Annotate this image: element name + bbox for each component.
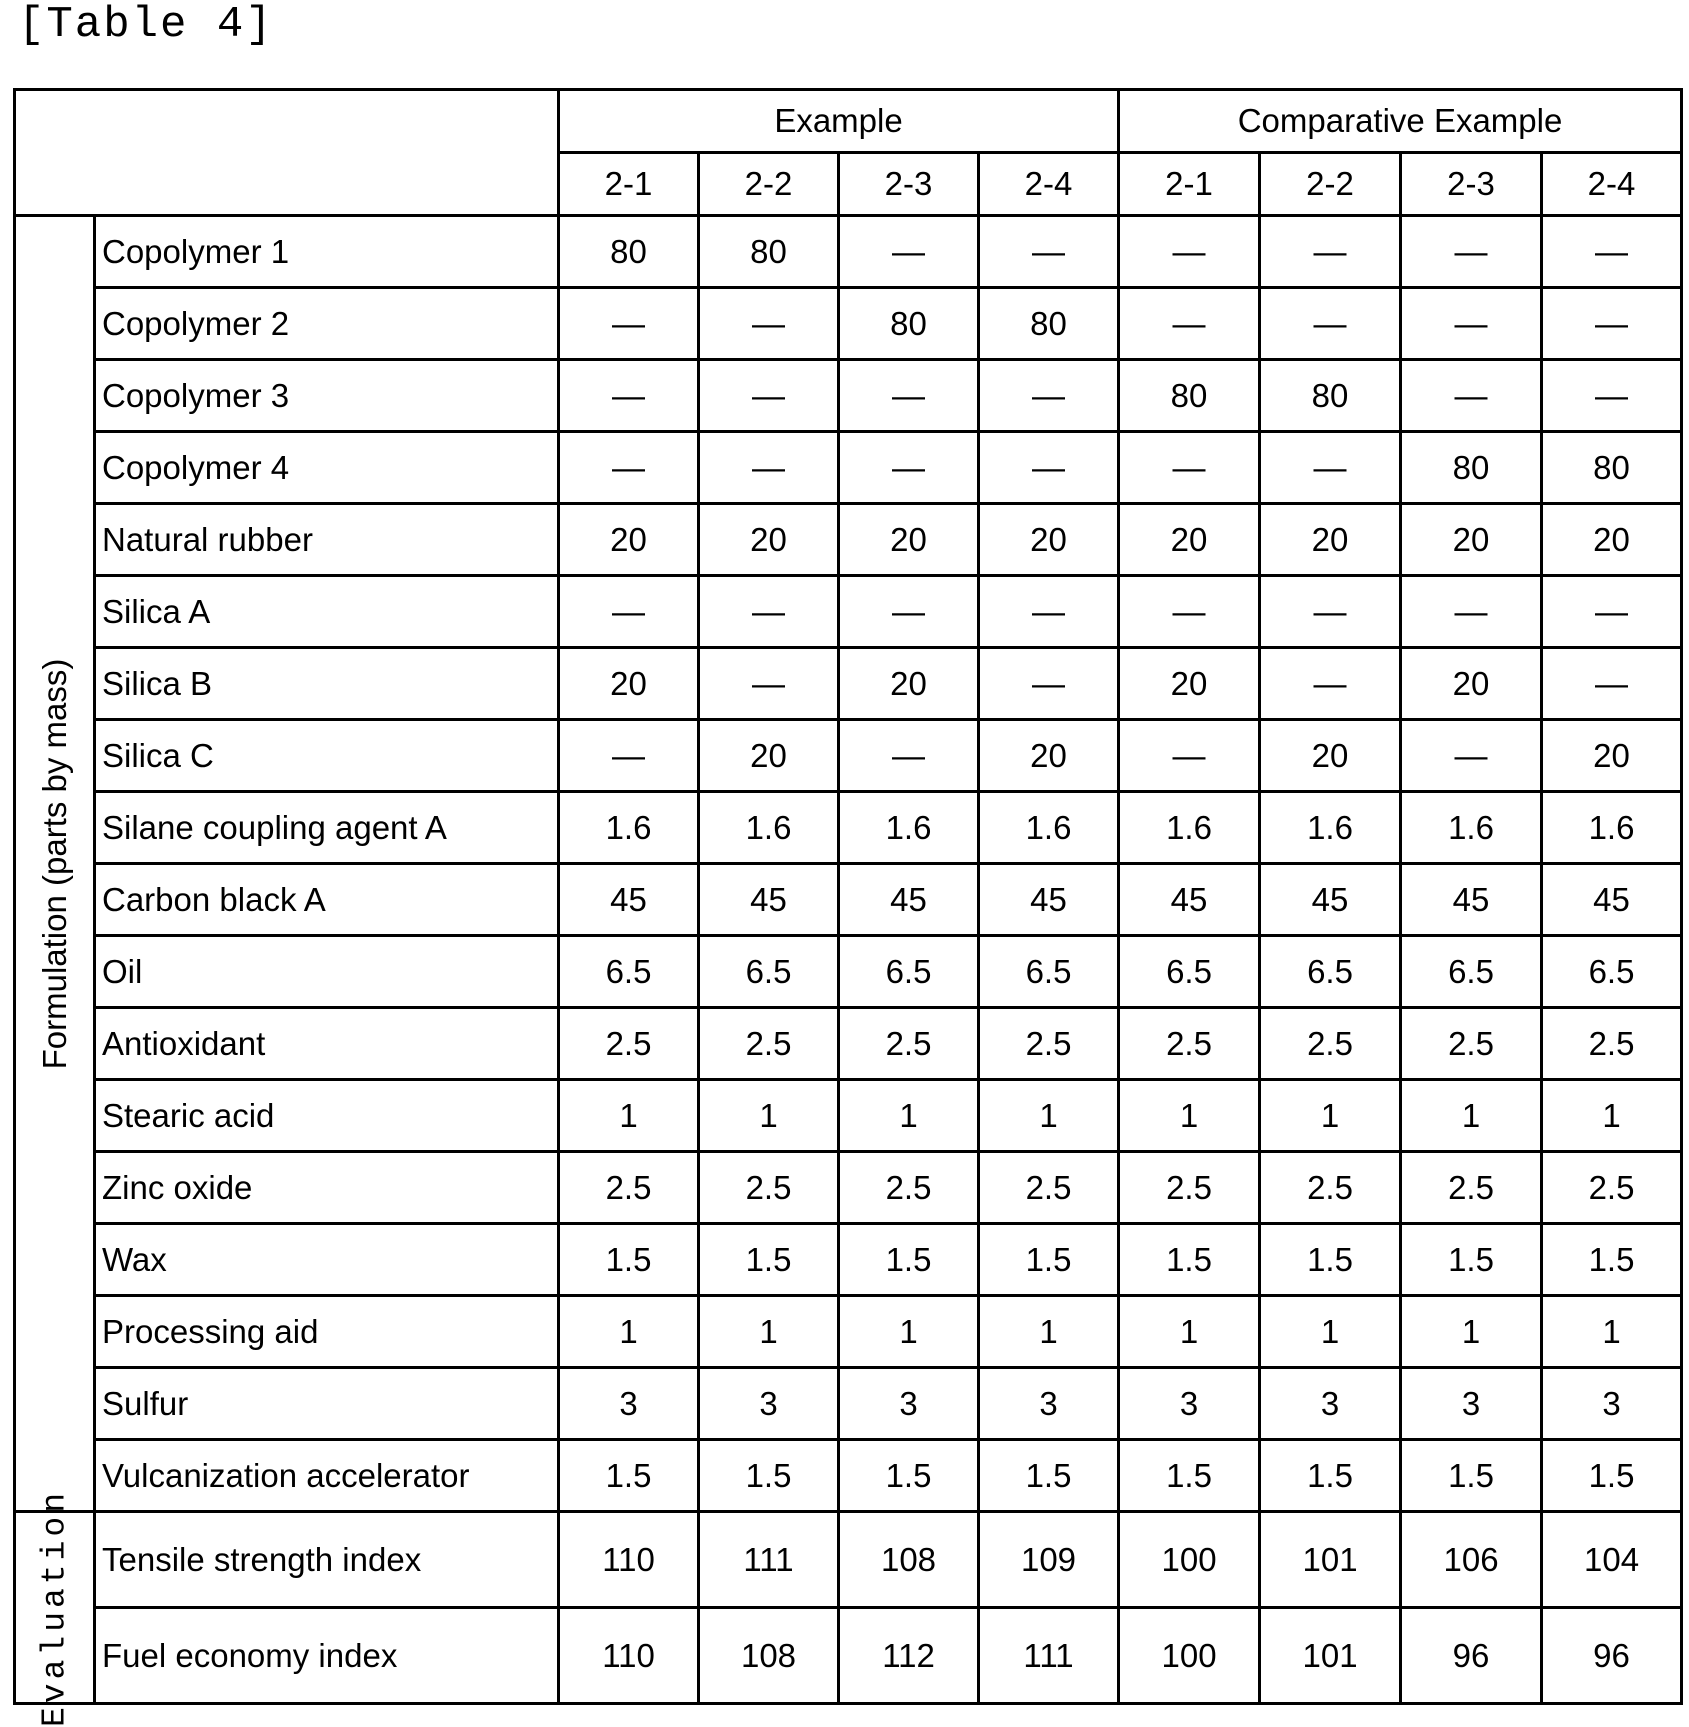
row-label: Copolymer 4 (95, 432, 559, 504)
value-cell: — (979, 648, 1119, 720)
value-cell: 100 (1119, 1512, 1260, 1608)
value-cell: 1.5 (1119, 1224, 1260, 1296)
value-cell: 3 (979, 1368, 1119, 1440)
value-cell: 20 (839, 504, 979, 576)
value-cell: 2.5 (1401, 1152, 1542, 1224)
value-cell: 3 (559, 1368, 699, 1440)
value-cell: 1.6 (699, 792, 839, 864)
table-row (15, 360, 1682, 432)
value-cell: — (979, 360, 1119, 432)
row-label: Natural rubber (95, 504, 559, 576)
column-header: 2-3 (1401, 153, 1542, 216)
value-cell: 1.5 (559, 1440, 699, 1512)
value-cell: 20 (1542, 504, 1682, 576)
value-cell: 1 (839, 1296, 979, 1368)
group-label: Evaluation (36, 1488, 73, 1726)
value-cell: 45 (1260, 864, 1401, 936)
value-cell: — (699, 360, 839, 432)
value-cell: — (1260, 216, 1401, 288)
value-cell: 1.5 (1401, 1440, 1542, 1512)
value-cell: 6.5 (1119, 936, 1260, 1008)
value-cell: 20 (1119, 648, 1260, 720)
value-cell: — (1401, 576, 1542, 648)
value-cell: 1 (979, 1080, 1119, 1152)
value-cell: 3 (699, 1368, 839, 1440)
value-cell: 1.6 (1119, 792, 1260, 864)
value-cell: 80 (1542, 432, 1682, 504)
value-cell: 2.5 (559, 1152, 699, 1224)
value-cell: — (559, 360, 699, 432)
table-row (15, 1512, 1682, 1608)
value-cell: 1 (559, 1296, 699, 1368)
value-cell: — (1260, 432, 1401, 504)
value-cell: 20 (1542, 720, 1682, 792)
table-title: [Table 4] (18, 0, 274, 50)
value-cell: 1.5 (1119, 1440, 1260, 1512)
row-label: Silica C (95, 720, 559, 792)
value-cell: 1.5 (699, 1440, 839, 1512)
row-label: Silica A (95, 576, 559, 648)
value-cell: 1.6 (1260, 792, 1401, 864)
value-cell: 1 (1260, 1080, 1401, 1152)
value-cell: 1 (979, 1296, 1119, 1368)
value-cell: 1.5 (1260, 1440, 1401, 1512)
value-cell: 6.5 (1542, 936, 1682, 1008)
value-cell: 108 (699, 1608, 839, 1704)
value-cell: — (1119, 432, 1260, 504)
value-cell: 80 (559, 216, 699, 288)
value-cell: 1.5 (979, 1440, 1119, 1512)
value-cell: 1.5 (1542, 1440, 1682, 1512)
row-label: Zinc oxide (95, 1152, 559, 1224)
value-cell: 1.5 (839, 1224, 979, 1296)
value-cell: 111 (699, 1512, 839, 1608)
row-label: Silane coupling agent A (95, 792, 559, 864)
value-cell: 20 (979, 720, 1119, 792)
value-cell: 3 (1260, 1368, 1401, 1440)
value-cell: 20 (1260, 504, 1401, 576)
value-cell: 20 (1260, 720, 1401, 792)
value-cell: — (839, 720, 979, 792)
value-cell: 112 (839, 1608, 979, 1704)
value-cell: 1 (559, 1080, 699, 1152)
value-cell: 1 (1542, 1080, 1682, 1152)
value-cell: 45 (1119, 864, 1260, 936)
row-label: Oil (95, 936, 559, 1008)
value-cell: — (1542, 648, 1682, 720)
row-label: Processing aid (95, 1296, 559, 1368)
value-cell: 3 (839, 1368, 979, 1440)
value-cell: 3 (1542, 1368, 1682, 1440)
value-cell: — (699, 288, 839, 360)
value-cell: — (559, 720, 699, 792)
value-cell: 6.5 (699, 936, 839, 1008)
table-row (15, 576, 1682, 648)
table-row (15, 288, 1682, 360)
value-cell: 2.5 (1401, 1008, 1542, 1080)
data-table (13, 88, 1683, 1705)
row-label: Stearic acid (95, 1080, 559, 1152)
value-cell: 1.5 (559, 1224, 699, 1296)
value-cell: 96 (1542, 1608, 1682, 1704)
value-cell: 1.6 (839, 792, 979, 864)
row-label: Antioxidant (95, 1008, 559, 1080)
value-cell: 110 (559, 1608, 699, 1704)
value-cell: — (979, 216, 1119, 288)
table-row (15, 864, 1682, 936)
value-cell: 1 (839, 1080, 979, 1152)
value-cell: 1 (1401, 1080, 1542, 1152)
value-cell: 20 (1401, 648, 1542, 720)
value-cell: 20 (839, 648, 979, 720)
value-cell: 80 (1119, 360, 1260, 432)
value-cell: 2.5 (1119, 1008, 1260, 1080)
value-cell: — (839, 360, 979, 432)
value-cell: — (559, 432, 699, 504)
value-cell: 2.5 (839, 1152, 979, 1224)
table-row (15, 1080, 1682, 1152)
value-cell: 2.5 (1119, 1152, 1260, 1224)
value-cell: 80 (1260, 360, 1401, 432)
column-header: 2-3 (839, 153, 979, 216)
value-cell: 80 (1401, 432, 1542, 504)
value-cell: 45 (559, 864, 699, 936)
value-cell: — (839, 576, 979, 648)
value-cell: 6.5 (979, 936, 1119, 1008)
table-row (15, 216, 1682, 288)
value-cell: 2.5 (699, 1152, 839, 1224)
row-label: Fuel economy index (95, 1608, 559, 1704)
column-header: 2-2 (1260, 153, 1401, 216)
value-cell: 110 (559, 1512, 699, 1608)
value-cell: — (1119, 216, 1260, 288)
row-label: Copolymer 1 (95, 216, 559, 288)
value-cell: 20 (1119, 504, 1260, 576)
value-cell: 1 (1260, 1296, 1401, 1368)
value-cell: — (979, 432, 1119, 504)
value-cell: 96 (1401, 1608, 1542, 1704)
table-row (15, 1608, 1682, 1704)
column-header: 2-4 (1542, 153, 1682, 216)
value-cell: 1.6 (1542, 792, 1682, 864)
value-cell: — (1119, 288, 1260, 360)
value-cell: 2.5 (979, 1152, 1119, 1224)
value-cell: 6.5 (1401, 936, 1542, 1008)
value-cell: 1 (1542, 1296, 1682, 1368)
value-cell: — (1401, 720, 1542, 792)
value-cell: 2.5 (1260, 1152, 1401, 1224)
value-cell: — (699, 576, 839, 648)
header-example: Example (559, 90, 1119, 153)
table-row (15, 648, 1682, 720)
table-row (15, 1152, 1682, 1224)
value-cell: — (559, 288, 699, 360)
value-cell: 20 (559, 648, 699, 720)
value-cell: 2.5 (559, 1008, 699, 1080)
value-cell: 1 (1119, 1080, 1260, 1152)
value-cell: — (1542, 576, 1682, 648)
value-cell: 111 (979, 1608, 1119, 1704)
table-row (15, 1440, 1682, 1512)
value-cell: — (839, 216, 979, 288)
row-label: Wax (95, 1224, 559, 1296)
table-row (15, 1008, 1682, 1080)
value-cell: 1 (1119, 1296, 1260, 1368)
value-cell: 1.5 (1401, 1224, 1542, 1296)
value-cell: 20 (699, 720, 839, 792)
table-row (15, 1224, 1682, 1296)
value-cell: — (699, 648, 839, 720)
value-cell: 1 (1401, 1296, 1542, 1368)
value-cell: 104 (1542, 1512, 1682, 1608)
value-cell: 100 (1119, 1608, 1260, 1704)
column-header: 2-4 (979, 153, 1119, 216)
value-cell: — (1260, 288, 1401, 360)
row-label: Silica B (95, 648, 559, 720)
row-label: Copolymer 2 (95, 288, 559, 360)
table-row (15, 720, 1682, 792)
value-cell: 6.5 (839, 936, 979, 1008)
value-cell: — (1260, 576, 1401, 648)
value-cell: 6.5 (1260, 936, 1401, 1008)
value-cell: — (979, 576, 1119, 648)
value-cell: 45 (1401, 864, 1542, 936)
table-row (15, 936, 1682, 1008)
value-cell: 3 (1119, 1368, 1260, 1440)
value-cell: 108 (839, 1512, 979, 1608)
group-cell-formulation (15, 216, 95, 1512)
row-label: Vulcanization accelerator (95, 1440, 559, 1512)
table-row (15, 504, 1682, 576)
group-label: Formulation (parts by mass) (36, 658, 74, 1069)
value-cell: 101 (1260, 1608, 1401, 1704)
value-cell: 20 (559, 504, 699, 576)
value-cell: 2.5 (699, 1008, 839, 1080)
value-cell: 1 (699, 1296, 839, 1368)
value-cell: — (1119, 720, 1260, 792)
value-cell: 109 (979, 1512, 1119, 1608)
row-label: Carbon black A (95, 864, 559, 936)
value-cell: 3 (1401, 1368, 1542, 1440)
value-cell: 20 (1401, 504, 1542, 576)
value-cell: 106 (1401, 1512, 1542, 1608)
value-cell: — (559, 576, 699, 648)
value-cell: — (699, 432, 839, 504)
value-cell: — (1401, 360, 1542, 432)
value-cell: — (1542, 360, 1682, 432)
group-cell-evaluation (15, 1512, 95, 1704)
value-cell: — (839, 432, 979, 504)
value-cell: 1.6 (979, 792, 1119, 864)
column-header: 2-1 (1119, 153, 1260, 216)
column-header: 2-2 (699, 153, 839, 216)
value-cell: 101 (1260, 1512, 1401, 1608)
value-cell: 80 (699, 216, 839, 288)
row-label: Sulfur (95, 1368, 559, 1440)
column-header: 2-1 (559, 153, 699, 216)
value-cell: 2.5 (839, 1008, 979, 1080)
value-cell: — (1401, 288, 1542, 360)
value-cell: — (1542, 288, 1682, 360)
value-cell: 6.5 (559, 936, 699, 1008)
table-row (15, 792, 1682, 864)
value-cell: — (1260, 648, 1401, 720)
value-cell: 20 (699, 504, 839, 576)
value-cell: 2.5 (979, 1008, 1119, 1080)
value-cell: 80 (979, 288, 1119, 360)
value-cell: 1.6 (1401, 792, 1542, 864)
value-cell: 1.5 (839, 1440, 979, 1512)
value-cell: 1.5 (1542, 1224, 1682, 1296)
value-cell: — (1542, 216, 1682, 288)
value-cell: 1 (699, 1080, 839, 1152)
table-row (15, 1368, 1682, 1440)
value-cell: 2.5 (1542, 1008, 1682, 1080)
value-cell: 45 (979, 864, 1119, 936)
value-cell: 1.6 (559, 792, 699, 864)
value-cell: 1.5 (979, 1224, 1119, 1296)
value-cell: 80 (839, 288, 979, 360)
value-cell: 45 (839, 864, 979, 936)
table-row (15, 432, 1682, 504)
row-label: Tensile strength index (95, 1512, 559, 1608)
value-cell: — (1119, 576, 1260, 648)
row-label: Copolymer 3 (95, 360, 559, 432)
table-row (15, 1296, 1682, 1368)
value-cell: 20 (979, 504, 1119, 576)
value-cell: 1.5 (699, 1224, 839, 1296)
value-cell: 1.5 (1260, 1224, 1401, 1296)
value-cell: — (1401, 216, 1542, 288)
corner-cell (15, 90, 559, 216)
value-cell: 2.5 (1542, 1152, 1682, 1224)
value-cell: 45 (699, 864, 839, 936)
value-cell: 2.5 (1260, 1008, 1401, 1080)
value-cell: 45 (1542, 864, 1682, 936)
header-comparative: Comparative Example (1119, 90, 1682, 153)
